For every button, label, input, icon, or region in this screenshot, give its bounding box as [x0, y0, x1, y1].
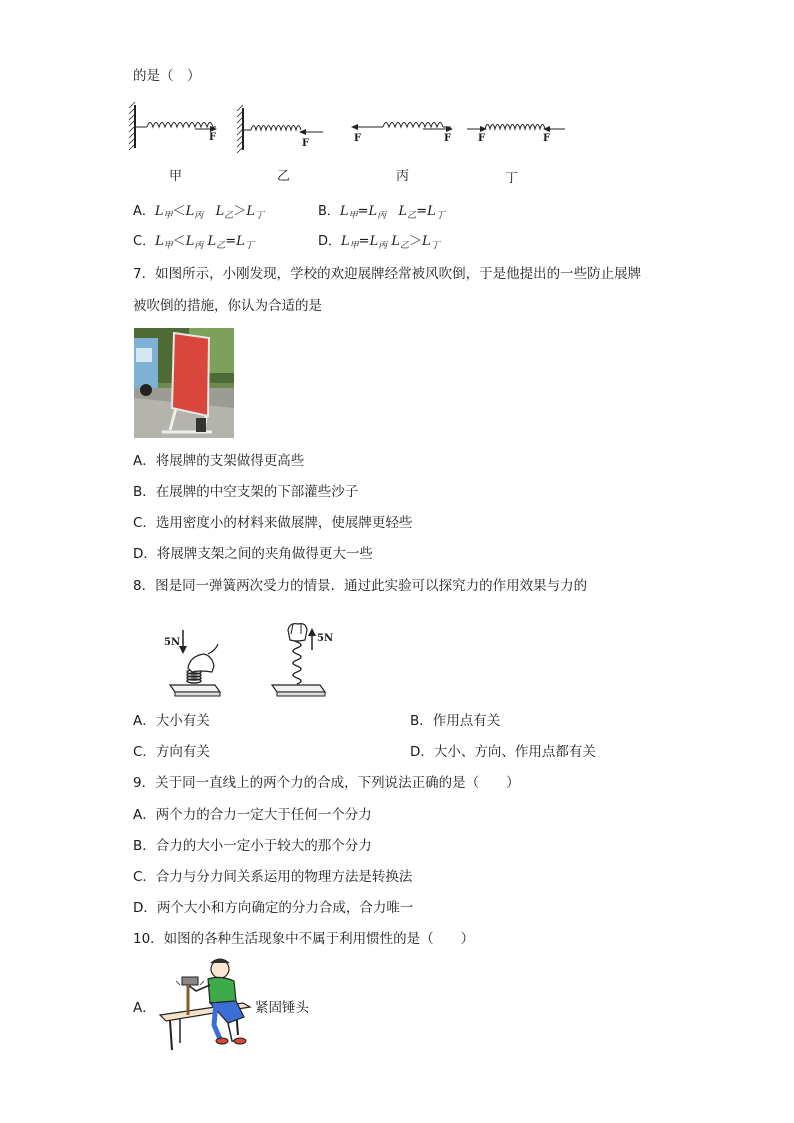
q7-stem-line2: 被吹倒的措施，你认为合适的是 — [133, 298, 322, 314]
q8-option-a: A．大小有关 — [133, 713, 210, 729]
q9-option-a: A．两个力的合力一定大于任何一个分力 — [133, 807, 372, 823]
label-ding: 丁 — [505, 171, 519, 186]
spring-ding-diagram — [467, 125, 565, 133]
label-yi: 乙 — [277, 169, 291, 184]
q9-option-d: D．两个大小和方向确定的分力合成，合力唯一 — [133, 900, 414, 916]
force-label-bing-right: F — [444, 133, 452, 144]
force-label-yi: F — [302, 138, 310, 149]
q6-option-c: C．$L_甲<L_丙$ $L_乙=L_丁$ — [133, 234, 254, 251]
label-jia: 甲 — [169, 169, 183, 184]
spring-bing-diagram — [351, 123, 453, 133]
q8-option-d: D．大小、方向、作用点都有关 — [410, 744, 596, 760]
spring-yi-diagram — [237, 105, 323, 153]
q8-stem: 8．图是同一弹簧两次受力的情景．通过此实验可以探究力的作用效果与力的 — [133, 578, 588, 594]
q10-stem: 10．如图的各种生活现象中不属于利用惯性的是（ ） — [133, 931, 475, 947]
force-label-down: 5N — [164, 637, 181, 648]
q9-stem: 9．关于同一直线上的两个力的合成，下列说法正确的是（ ） — [133, 775, 520, 791]
spring-jia-diagram — [129, 102, 217, 150]
q9-option-c: C．合力与分力间关系运用的物理方法是转换法 — [133, 869, 413, 885]
q6-option-d: D．$L_甲=L_丙$ $L_乙>L_丁$ — [318, 234, 440, 251]
q6-springs-figure — [125, 100, 595, 160]
q7-option-d: D．将展牌支架之间的夹角做得更大一些 — [133, 546, 373, 562]
q7-stem-line1: 7．如图所示，小刚发现，学校的欢迎展牌经常被风吹倒，于是他提出的一些防止展牌 — [133, 266, 642, 282]
q9-option-b: B．合力的大小一定小于较大的那个分力 — [133, 838, 372, 854]
q8-option-b: B．作用点有关 — [410, 713, 501, 729]
q6-option-b: B．$L_甲=L_丙$ $L_乙=L_丁$ — [318, 204, 445, 221]
hammer-illustration — [158, 955, 253, 1055]
q7-option-c: C．选用密度小的材料来做展牌，使展牌更轻些 — [133, 515, 413, 531]
force-label-ding-left: F — [478, 133, 486, 144]
q7-option-a: A．将展牌的支架做得更高些 — [133, 453, 305, 469]
q10-option-a-prefix: A． — [133, 1000, 156, 1016]
spring-force-figure — [160, 620, 335, 702]
label-bing: 丙 — [396, 169, 410, 184]
force-label-jia: F — [209, 132, 217, 143]
q8-option-c: C．方向有关 — [133, 744, 210, 760]
force-label-ding-right: F — [543, 133, 551, 144]
q7-option-b: B．在展牌的中空支架的下部灌些沙子 — [133, 484, 359, 500]
q6-option-a: A．$L_甲<L_丙$ $L_乙>L_丁$ — [133, 204, 264, 221]
display-board-photo — [134, 328, 234, 438]
q6-stem-tail: 的是（ ） — [133, 68, 201, 84]
force-label-up: 5N — [317, 633, 334, 644]
q10-option-a-text: 紧固锤头 — [255, 1000, 309, 1016]
force-label-bing-left: F — [354, 133, 362, 144]
